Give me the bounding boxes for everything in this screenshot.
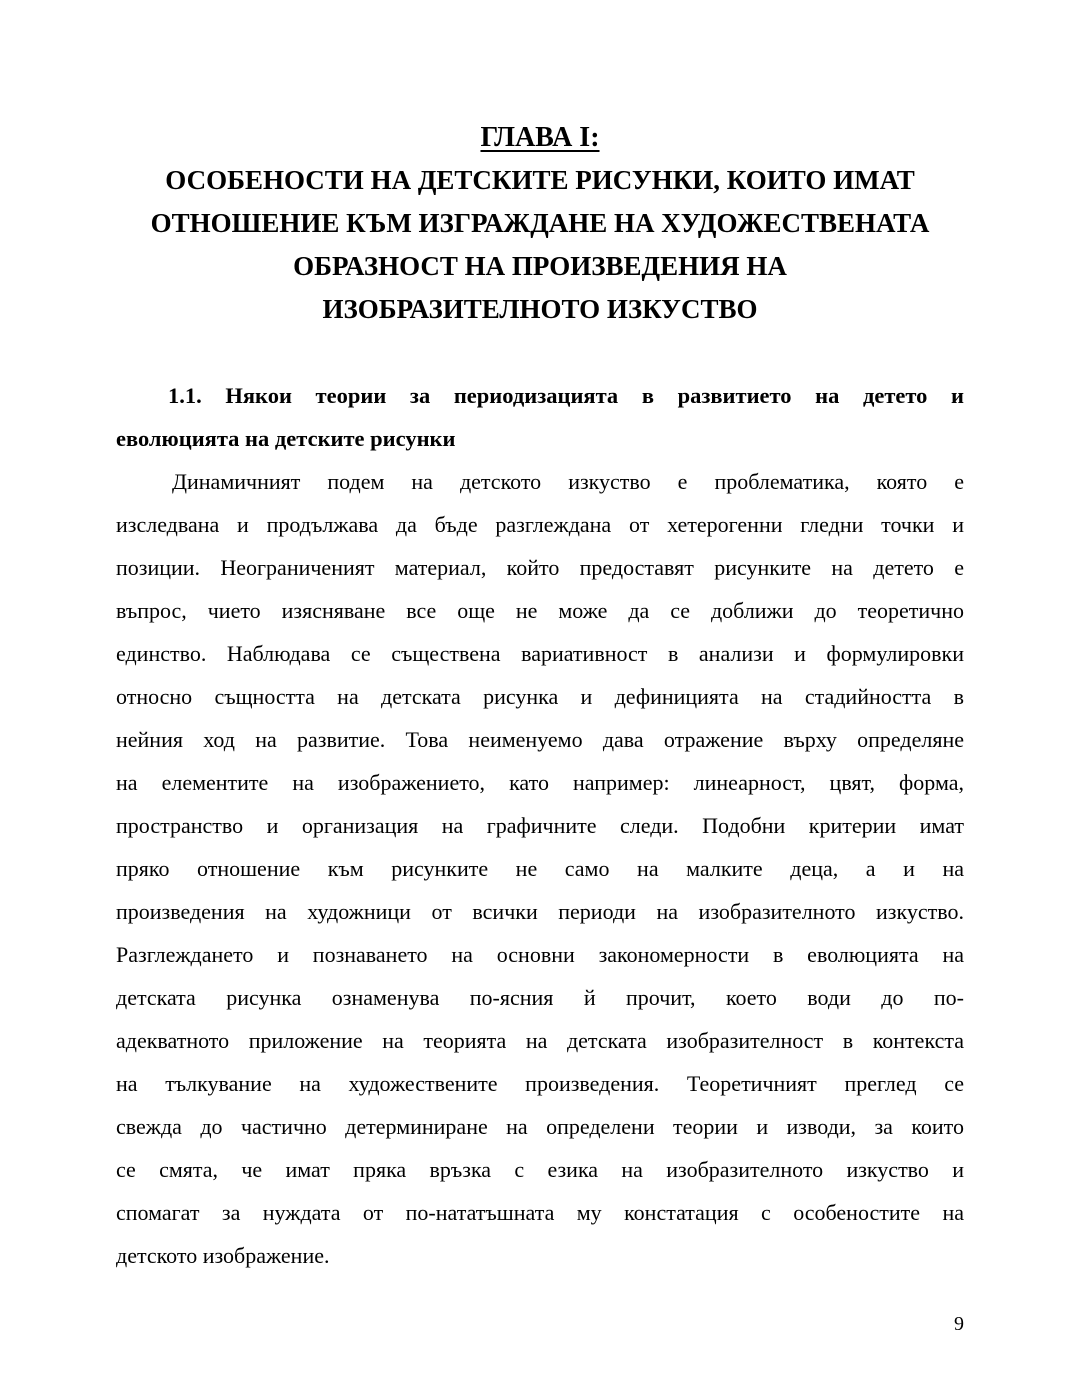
- chapter-heading-line: ОСОБЕНОСТИ НА ДЕТСКИТЕ РИСУНКИ, КОИТО ИМАТ: [165, 165, 915, 195]
- chapter-heading-line: ИЗОБРАЗИТЕЛНОТО ИЗКУСТВО: [322, 294, 758, 324]
- page-number: 9: [954, 1313, 964, 1335]
- paragraph-line: пространство и организация на графичните следи. Подобни критерии имат: [116, 813, 964, 838]
- paragraph-line: Динамичният подем на детското изкуство е проблематика, която е: [172, 469, 964, 494]
- paragraph-line: спомагат за нуждата от по-нататъшната му констатация с особеностите на: [116, 1200, 964, 1225]
- section-heading-line: еволюцията на детските рисунки: [116, 426, 456, 451]
- paragraph-line: изследвана и продължава да бъде разглеждана от хетерогенни гледни точки и: [116, 512, 964, 537]
- paragraph-line: свежда до частично детерминиране на определени теории и изводи, за които: [116, 1114, 964, 1139]
- paragraph-line: нейния ход на развитие. Това неименуемо дава отражение върху определяне: [116, 727, 964, 752]
- body-paragraph: [116, 460, 964, 1277]
- paragraph-line: въпрос, чието изясняване все още не може да се доближи до теоретично: [116, 598, 964, 623]
- chapter-heading-line: ОТНОШЕНИЕ КЪМ ИЗГРАЖДАНЕ НА ХУДОЖЕСТВЕНАТА: [150, 208, 930, 238]
- paragraph-line: адекватното приложение на теорията на детската изобразителност в контекста: [116, 1028, 964, 1053]
- paragraph-line: на тълкувание на художествените произведения. Теоретичният преглед се: [116, 1071, 964, 1096]
- chapter-title: [116, 116, 964, 159]
- paragraph-line: относно същността на детската рисунка и дефиницията на стадийността в: [116, 684, 964, 709]
- paragraph-line: на елементите на изображението, като например: линеарност, цвят, форма,: [116, 770, 964, 795]
- paragraph-line: детската рисунка ознаменува по-ясния й прочит, което води до по-: [116, 985, 964, 1010]
- paragraph-line: Разглеждането и познаването на основни закономерности в еволюцията на: [116, 942, 964, 967]
- paragraph-line: произведения на художници от всички периоди на изобразителното изкуство.: [116, 899, 964, 924]
- paragraph-line: единство. Наблюдава се съществена вариативност в анализи и формулировки: [116, 641, 964, 666]
- paragraph-line: позиции. Неограниченият материал, който предоставят рисунките на детето е: [116, 555, 964, 580]
- chapter-title-text: ГЛАВА I:: [480, 122, 600, 153]
- chapter-heading: [116, 159, 964, 331]
- paragraph-line: детското изображение.: [116, 1243, 330, 1268]
- paragraph-line: пряко отношение към рисунките не само на малките деца, а и на: [116, 856, 964, 881]
- section-heading: [116, 374, 964, 460]
- chapter-heading-line: ОБРАЗНОСТ НА ПРОИЗВЕДЕНИЯ НА: [293, 251, 787, 281]
- section-heading-line: 1.1. Някои теории за периодизацията в развитието на детето и: [168, 383, 964, 408]
- paragraph-line: се смята, че имат пряка връзка с езика на изобразителното изкуство и: [116, 1157, 964, 1182]
